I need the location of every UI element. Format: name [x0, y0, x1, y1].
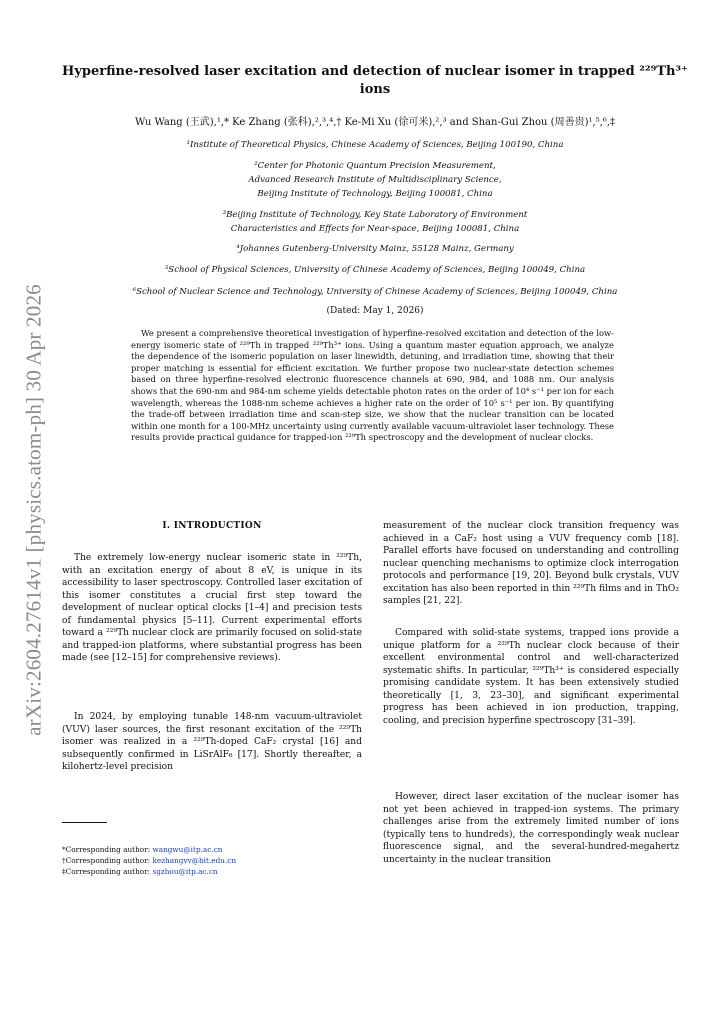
- affiliation-6: ⁶School of Nuclear Science and Technology, University of Chinese Academy of Sciences, Beijing 100049, China: [132, 287, 618, 297]
- intro-paragraph-2: In 2024, by employing tunable 148-nm vacuum-ultraviolet (VUV) laser sources, the first resonant excitation of the ²²⁹Th isomer was realized in a ²²⁹Th-doped CaF₂ crystal [16] and subsequently confirmed in LiSrAlF₆ [17]. Shortly thereafter, a kilohertz-level precision: [62, 712, 362, 772]
- affiliation-2a: ²Center for Photonic Quantum Precision Measurement,: [254, 161, 496, 171]
- affiliation-2b: Advanced Research Institute of Multidisciplinary Science,: [248, 175, 502, 185]
- date-line: (Dated: May 1, 2026): [326, 306, 424, 316]
- email-link-1[interactable]: wangwu@itp.ac.cn: [152, 845, 223, 854]
- right-paragraph-1: measurement of the nuclear clock transition frequency was achieved in a CaF₂ host using a VUV frequency comb [18]. Parallel efforts have focused on understanding and controlling nuclear quenching mechanisms to optimize clock interrogation protocols and performance [19, 20]. Beyond bulk crystals, VUV excitation has also been reported in thin ²²⁹Th films and in ThO₂ samples [21, 22].: [383, 521, 679, 606]
- affiliation-3a: ³Beijing Institute of Technology, Key State Laboratory of Environment: [222, 210, 528, 220]
- left-column: [62, 520, 362, 533]
- footnote-1: *Corresponding author: wangwu@itp.ac.cn: [62, 845, 223, 854]
- footnote-3: ‡Corresponding author: sgzhou@itp.ac.cn: [62, 867, 218, 876]
- affiliation-1: ¹Institute of Theoretical Physics, Chinese Academy of Sciences, Beijing 100190, China: [186, 140, 564, 150]
- author-list: [60, 113, 690, 128]
- email-link-2[interactable]: kezhangvv@bit.edu.cn: [152, 856, 237, 865]
- affiliation-2c: Beijing Institute of Technology, Beijing 100081, China: [257, 189, 493, 199]
- arxiv-identifier: arXiv:2604.27614v1 [physics.atom-ph] 30 Apr 2026: [21, 284, 46, 736]
- footnote-divider: [62, 822, 107, 823]
- affiliation-5: ⁵School of Physical Sciences, University of Chinese Academy of Sciences, Beijing 100049, China: [164, 265, 586, 275]
- footnote-2: †Corresponding author: kezhangvv@bit.edu.cn: [62, 856, 237, 865]
- intro-paragraph-1: The extremely low-energy nuclear isomeric state in ²²⁹Th, with an excitation energy of about 8 eV, is unique in its accessibility to laser spectroscopy. Controlled laser excitation of this isomer constitutes a crucial first step toward the development of nuclear optical clocks [1–4] and precision tests of fundamental physics [5–11]. Current experimental efforts toward a ²²⁹Th nuclear clock are primarily focused on solid-state and trapped-ion platforms, where substantial progress has been made (see [12–15] for comprehensive reviews).: [62, 553, 362, 663]
- abstract: We present a comprehensive theoretical investigation of hyperfine-resolved excitation and detection of the low-energy isomeric state of ²²⁹Th in trapped ²²⁹Th³⁺ ions. Using a quantum master equation approach, we analyze the dependence of the isomeric population on laser linewidth, detuning, and irradiation time, showing that their proper matching is essential for efficient excitation. We further propose two nuclear-state detection schemes based on three hyperfine-resolved electronic fluorescence channels at 690, 984, and 1088 nm. Our analysis shows that the 690-nm and 984-nm scheme yields detectable photon rates on the order of 10⁴ s⁻¹ per ion for each wavelength, whereas the 1088-nm scheme achieves a higher rate on the order of 10⁵ s⁻¹ per ion. By quantifying the trade-off between irradiation time and scan-step size, we show that the nuclear transition can be located within one month for a 100-MHz uncertainty using currently available vacuum-ultraviolet laser technology. These results provide practical guidance for trapped-ion ²²⁹Th spectroscopy and the development of nuclear clocks.: [131, 328, 614, 443]
- section-heading: I. INTRODUCTION: [162, 521, 262, 531]
- authors-text: Wu Wang (王武),¹,* Ke Zhang (张科),²,³,⁴,† Ke-Mi Xu (徐可米),²,³ and Shan-Gui Zhou (周善贵)¹,⁵,⁶,‡: [134, 117, 616, 128]
- affiliation-3b: Characteristics and Effects for Near-space, Beijing 100081, China: [230, 224, 520, 234]
- right-paragraph-3: However, direct laser excitation of the nuclear isomer has not yet been achieved in trapped-ion systems. The primary challenges arise from the extremely limited number of ions (typically tens to hundreds), the correspondingly weak nuclear fluorescence signal, and the several-hundred-megahertz uncertainty in the nuclear transition: [383, 792, 679, 865]
- right-paragraph-2: Compared with solid-state systems, trapped ions provide a unique platform for a ²²⁹Th nuclear clock because of their excellent environmental control and well-characterized systematic shifts. In particular, ²²⁹Th³⁺ is considered especially promising candidate system. It has been extensively studied theoretically [1, 3, 23–30], and significant experimental progress has been achieved in ion production, trapping, cooling, and precision hyperfine spectroscopy [31–39].: [383, 628, 679, 726]
- email-link-3[interactable]: sgzhou@itp.ac.cn: [152, 867, 218, 876]
- arxiv-sidebar-stamp: [8, 250, 60, 770]
- paper-title: Hyperfine-resolved laser excitation and detection of nuclear isomer in trapped ²²⁹Th³⁺ ions: [62, 64, 688, 97]
- affiliation-4: ⁴Johannes Gutenberg-University Mainz, 55128 Mainz, Germany: [236, 244, 514, 254]
